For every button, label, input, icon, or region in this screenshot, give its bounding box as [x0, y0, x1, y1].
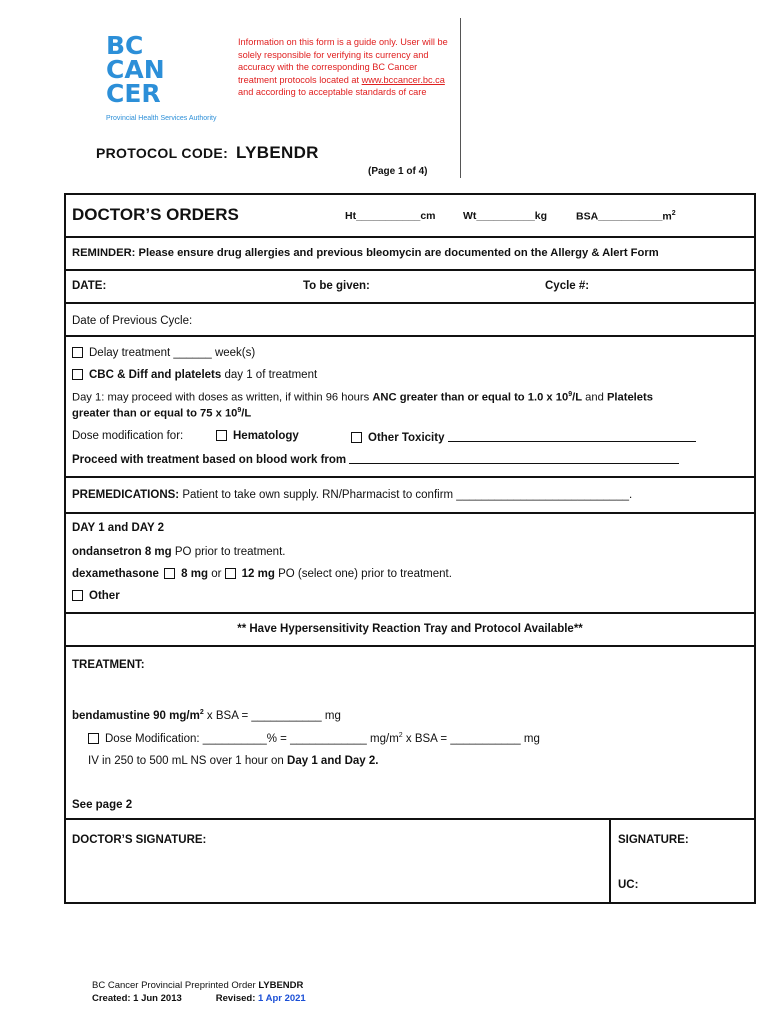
dose-mod-sup: 2 [398, 732, 403, 739]
dose-mod-for-label: Dose modification for: [72, 430, 184, 442]
logo-line-1: BC [106, 31, 144, 60]
see-page-2: See page 2 [72, 799, 133, 811]
dexamethasone-label: dexamethasone [72, 568, 159, 580]
disclaimer [238, 36, 453, 99]
previous-cycle-field[interactable]: Date of Previous Cycle: [72, 315, 193, 327]
doctors-orders-form [64, 193, 756, 904]
signature-block [66, 820, 754, 902]
cbc-label-rest: day 1 of treatment [224, 369, 318, 381]
bsa-field[interactable] [576, 210, 676, 223]
premedications-row [66, 478, 754, 514]
weight-field[interactable]: Wt__________kg [463, 210, 548, 222]
day1-unit2: /L [241, 407, 252, 420]
dexa-12mg-checkbox[interactable] [225, 568, 236, 579]
date-row [66, 271, 754, 304]
protocol-label: PROTOCOL CODE: [96, 145, 229, 161]
dexa-rest: PO (select one) prior to treatment. [278, 568, 452, 580]
protocol-code [96, 143, 319, 163]
treatment-heading: TREATMENT: [72, 659, 145, 671]
logo-line-3: CER [106, 79, 161, 108]
day12-heading: DAY 1 and DAY 2 [72, 522, 165, 534]
other-toxicity-label: Other Toxicity [368, 432, 445, 444]
day1-sup2: 9 [237, 407, 242, 414]
reminder-row [66, 238, 754, 271]
ondansetron-line [72, 546, 285, 558]
hypersensitivity-text: ** Have Hypersensitivity Reaction Tray and Protocol Available** [237, 623, 583, 635]
uc-field[interactable]: UC: [618, 879, 639, 891]
day1-sup1: 9 [568, 391, 573, 398]
delay-treatment-option[interactable] [72, 347, 255, 359]
dexa-or: or [211, 568, 222, 580]
header-divider [460, 18, 461, 178]
day1-text-a: Day 1: may proceed with doses as written, if within 96 hours [72, 391, 370, 404]
footer-order-label: BC Cancer Provincial Preprinted Order [92, 980, 256, 991]
iv-text: IV in 250 to 500 mL NS over 1 hour on [88, 755, 284, 767]
premed-rest: Patient to take own supply. RN/Pharmacist to confirm ___________________________. [182, 489, 633, 501]
disclaimer-tail: and according to acceptable standards of care [238, 87, 427, 98]
day1-platelets-threshold: greater than or equal to 75 x 10 [72, 407, 238, 420]
footer [92, 979, 306, 1005]
disclaimer-text: Information on this form is a guide only. User will be solely responsible for verifying its currency and accuracy with the corresponding BC Cancer treatment protocols located at [238, 37, 448, 85]
form-title: DOCTOR’S ORDERS [72, 205, 239, 224]
proceed-label: Proceed with treatment based on blood work from [72, 454, 347, 466]
other-premed-checkbox[interactable] [72, 590, 83, 601]
other-toxicity-option[interactable] [351, 430, 696, 444]
dexa-12mg-label: 12 mg [241, 568, 275, 580]
signature-divider [609, 820, 611, 902]
hematology-checkbox[interactable] [216, 430, 227, 441]
date-field[interactable]: DATE: [72, 280, 107, 292]
iv-days: Day 1 and Day 2. [287, 755, 379, 767]
conditions-block [66, 337, 754, 478]
dose-mod-checkbox[interactable] [88, 733, 99, 744]
footer-revised-label: Revised: [215, 993, 256, 1004]
other-toxicity-line[interactable] [448, 430, 696, 442]
cycle-field[interactable]: Cycle #: [545, 280, 590, 292]
doctor-signature-field[interactable]: DOCTOR’S SIGNATURE: [72, 834, 207, 846]
dose-mod-option[interactable] [88, 732, 540, 745]
day1-platelets: Platelets [606, 391, 653, 404]
logo-line-2: CAN [106, 55, 165, 84]
dose-modification-row [72, 430, 183, 442]
signature-field[interactable]: SIGNATURE: [618, 834, 689, 846]
bsa-sup: 2 [671, 210, 676, 217]
premedications-text [72, 489, 632, 501]
day1-condition-line2 [72, 407, 251, 420]
bccancer-link[interactable]: www.bccancer.bc.ca [361, 74, 445, 85]
footer-code: LYBENDR [258, 980, 304, 991]
bendamustine-dose: bendamustine 90 mg/m [72, 709, 200, 722]
dose-mod-rest: x BSA = ___________ mg [405, 732, 540, 745]
dexa-8mg-label: 8 mg [181, 568, 208, 580]
footer-created: Created: 1 Jun 2013 [92, 993, 182, 1004]
bendamustine-sup: 2 [199, 709, 204, 716]
cbc-option[interactable] [72, 369, 317, 381]
title-row [66, 195, 754, 238]
protocol-code-value: LYBENDR [236, 143, 319, 162]
premed-label: PREMEDICATIONS: [72, 489, 180, 501]
height-field[interactable]: Ht___________cm [345, 210, 436, 222]
premed-drugs-block [66, 514, 754, 614]
day1-and: and [585, 391, 604, 404]
treatment-block [66, 647, 754, 820]
footer-revised-date: 1 Apr 2021 [258, 993, 306, 1004]
other-premed-option[interactable] [72, 590, 120, 602]
cbc-label-bold: CBC & Diff and platelets [89, 369, 222, 381]
page-indicator: (Page 1 of 4) [368, 166, 428, 177]
previous-cycle-row [66, 304, 754, 337]
dexamethasone-line [72, 568, 452, 580]
bendamustine-rest: x BSA = ___________ mg [206, 709, 341, 722]
hematology-label: Hematology [233, 430, 299, 442]
other-toxicity-checkbox[interactable] [351, 432, 362, 443]
proceed-row [72, 452, 679, 466]
delay-checkbox[interactable] [72, 347, 83, 358]
dexa-8mg-checkbox[interactable] [164, 568, 175, 579]
day1-unit1: /L [572, 391, 583, 404]
to-be-given-field[interactable]: To be given: [303, 280, 370, 292]
iv-line [88, 755, 378, 767]
proceed-line[interactable] [349, 452, 679, 464]
ondansetron-dose: ondansetron 8 mg [72, 546, 172, 558]
reminder-text: REMINDER: Please ensure drug allergies and previous bleomycin are documented on the Allergy & Alert Form [72, 247, 659, 259]
dose-mod-label: Dose Modification: __________% = ____________ mg/m [105, 732, 399, 745]
other-premed-label: Other [89, 590, 120, 602]
logo-subtitle: Provincial Health Services Authority [106, 115, 217, 122]
footer-line1 [92, 979, 306, 992]
bendamustine-line [72, 709, 341, 722]
bsa-label: BSA___________m [576, 210, 672, 223]
hematology-option[interactable] [216, 430, 299, 442]
delay-label: Delay treatment ______ week(s) [89, 347, 256, 359]
ondansetron-rest: PO prior to treatment. [174, 546, 286, 558]
bc-cancer-logo [106, 31, 165, 108]
day1-anc: ANC greater than or equal to 1.0 x 10 [372, 391, 569, 404]
day1-condition [72, 391, 653, 404]
hypersensitivity-row [66, 614, 754, 647]
cbc-checkbox[interactable] [72, 369, 83, 380]
footer-line2 [92, 992, 306, 1005]
